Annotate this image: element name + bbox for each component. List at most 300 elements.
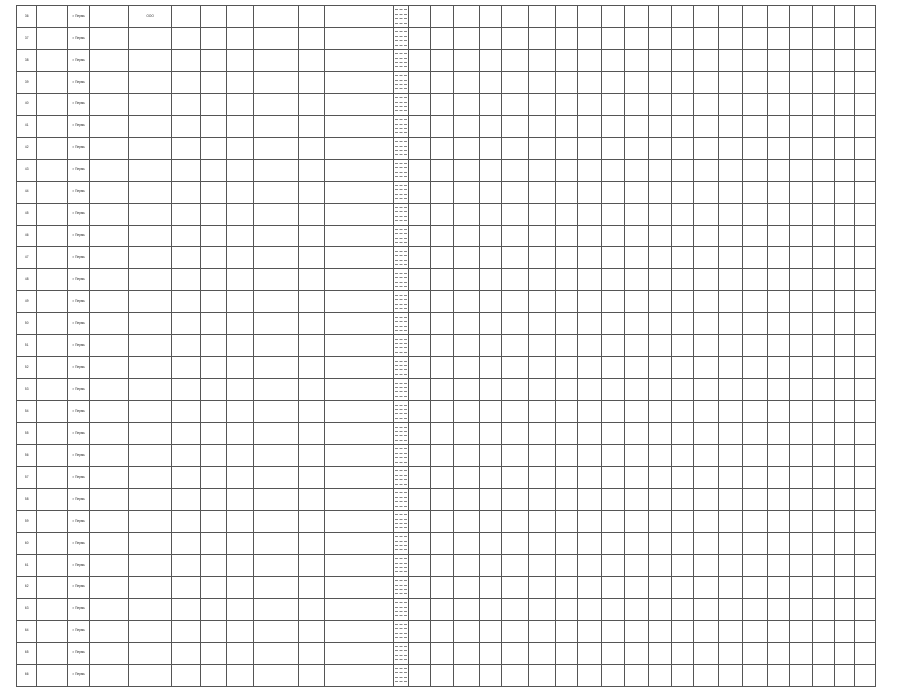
table-cell [227,488,254,510]
table-row [17,6,876,28]
table-cell [555,488,577,510]
table-cell [394,554,408,576]
table-cell [855,642,876,664]
table-cell [649,71,671,93]
table-cell [37,115,68,137]
table-cell [172,115,201,137]
table-cell [743,532,767,554]
table-cell [431,357,453,379]
row-number: 58 [17,488,37,510]
table-cell [408,620,430,642]
table-cell [394,291,408,313]
table-row [17,137,876,159]
table-cell [649,401,671,423]
table-cell [602,598,624,620]
table-cell [90,488,129,510]
table-cell [649,335,671,357]
table-cell [767,93,789,115]
table-cell [37,488,68,510]
table-cell: г. Пермь [67,423,89,445]
table-cell [855,181,876,203]
table-cell [480,510,502,532]
table-cell [694,203,718,225]
table-cell [812,379,834,401]
table-cell [577,445,601,467]
table-cell [835,510,855,532]
table-cell [480,6,502,28]
table-cell [812,27,834,49]
table-cell [855,269,876,291]
table-row [17,620,876,642]
table-cell [431,554,453,576]
table-cell [529,576,556,598]
table-cell [649,488,671,510]
table-cell [129,488,172,510]
table-cell [812,49,834,71]
table-cell [718,357,742,379]
table-row [17,27,876,49]
table-cell [90,203,129,225]
table-cell [577,510,601,532]
table-cell [90,93,129,115]
table-cell [253,664,298,686]
table-cell [555,532,577,554]
table-cell [855,115,876,137]
table-cell [453,467,480,489]
table-cell [718,510,742,532]
table-cell [200,313,227,335]
table-cell [743,642,767,664]
table-cell [129,291,172,313]
table-cell [200,159,227,181]
table-cell [431,488,453,510]
table-cell [718,6,742,28]
table-cell [227,49,254,71]
table-cell [37,159,68,181]
sub-cell [395,24,407,27]
table-cell [790,401,812,423]
table-cell [671,313,693,335]
table-cell [90,49,129,71]
table-cell [172,664,201,686]
table-cell [37,71,68,93]
table-cell [671,159,693,181]
table-cell [325,598,394,620]
table-cell [671,379,693,401]
table-cell [602,532,624,554]
table-cell [394,27,408,49]
table-cell: г. Пермь [67,137,89,159]
table-cell [480,554,502,576]
table-cell [325,313,394,335]
table-cell [172,598,201,620]
table-cell [253,554,298,576]
table-cell [835,269,855,291]
table-cell [743,335,767,357]
table-cell: г. Пермь [67,598,89,620]
table-row [17,181,876,203]
table-cell [200,6,227,28]
table-cell [453,291,480,313]
table-cell [502,554,529,576]
table-cell [718,576,742,598]
table-cell [812,576,834,598]
table-cell [298,115,325,137]
table-cell [431,335,453,357]
table-cell [624,269,648,291]
table-cell [555,137,577,159]
table-cell [624,225,648,247]
table-cell [855,532,876,554]
row-number: 66 [17,664,37,686]
table-cell [502,181,529,203]
table-cell [37,357,68,379]
sub-cell [395,507,407,510]
table-cell [90,598,129,620]
table-cell [602,203,624,225]
table-cell [502,247,529,269]
table-cell [502,335,529,357]
table-cell [431,291,453,313]
table-cell [767,71,789,93]
table-cell [671,181,693,203]
table-cell [649,93,671,115]
table-cell [394,71,408,93]
table-cell [790,181,812,203]
table-cell [394,642,408,664]
table-cell [671,137,693,159]
table-cell [253,576,298,598]
table-cell [718,115,742,137]
table-cell [694,401,718,423]
table-cell [325,269,394,291]
table-cell [394,203,408,225]
table-cell [325,445,394,467]
table-cell [253,598,298,620]
table-cell [408,159,430,181]
table-cell [671,445,693,467]
table-cell [431,510,453,532]
table-cell [431,401,453,423]
table-cell [577,49,601,71]
table-cell [298,137,325,159]
table-cell [325,27,394,49]
row-number: 61 [17,554,37,576]
table-cell [172,401,201,423]
table-cell [298,269,325,291]
table-cell [812,71,834,93]
table-cell [529,93,556,115]
table-cell [790,291,812,313]
table-cell [855,423,876,445]
table-cell [431,247,453,269]
table-cell [298,488,325,510]
table-cell [529,488,556,510]
table-cell [227,554,254,576]
table-cell: г. Пермь [67,49,89,71]
table-cell [694,664,718,686]
table-cell [602,49,624,71]
table-cell [37,247,68,269]
table-cell [298,445,325,467]
table-cell [325,379,394,401]
table-cell [502,510,529,532]
table-cell [577,225,601,247]
table-cell [835,642,855,664]
table-cell [394,313,408,335]
table-cell [649,554,671,576]
table-cell [298,181,325,203]
table-cell [649,576,671,598]
table-cell [718,642,742,664]
table-cell [577,576,601,598]
table-cell [200,71,227,93]
table-cell [453,49,480,71]
table-cell [555,71,577,93]
table-cell [502,225,529,247]
table-cell [649,664,671,686]
row-number: 55 [17,423,37,445]
table-cell [835,313,855,335]
table-cell [37,467,68,489]
row-number: 56 [17,445,37,467]
table-cell [129,576,172,598]
table-cell [37,181,68,203]
table-cell [480,225,502,247]
table-cell [529,269,556,291]
table-cell [431,313,453,335]
table-cell [431,203,453,225]
table-row [17,423,876,445]
table-cell [172,71,201,93]
table-cell [855,203,876,225]
table-cell: г. Пермь [67,247,89,269]
sub-cell [395,221,407,224]
table-cell [602,269,624,291]
table-cell [671,6,693,28]
table-cell [718,554,742,576]
table-cell [227,203,254,225]
table-cell [790,225,812,247]
table-cell [649,642,671,664]
table-cell [529,203,556,225]
table-cell [624,93,648,115]
table-cell [227,247,254,269]
table-cell [227,642,254,664]
row-number: 45 [17,203,37,225]
table-cell [408,642,430,664]
table-cell [172,313,201,335]
table-cell [790,357,812,379]
table-cell [227,313,254,335]
table-row [17,49,876,71]
row-number: 49 [17,291,37,313]
table-cell [253,620,298,642]
table-row [17,159,876,181]
sub-cell [395,353,407,356]
table-cell [129,225,172,247]
table-cell [431,576,453,598]
table-cell [855,159,876,181]
table-cell [253,488,298,510]
table-cell [529,247,556,269]
sub-cell [395,682,407,685]
table-cell [555,664,577,686]
table-cell [431,379,453,401]
table-cell [790,620,812,642]
table-cell [602,554,624,576]
table-cell [649,203,671,225]
table-cell [90,467,129,489]
table-cell [453,423,480,445]
table-cell [694,576,718,598]
table-cell [694,313,718,335]
table-cell [671,488,693,510]
table-cell [624,620,648,642]
table-cell [555,510,577,532]
table-cell: г. Пермь [67,93,89,115]
table-cell [200,335,227,357]
table-cell [408,598,430,620]
table-cell [790,6,812,28]
table-cell [480,664,502,686]
table-cell [453,357,480,379]
table-cell [227,6,254,28]
table-row [17,401,876,423]
table-cell [835,620,855,642]
table-cell: г. Пермь [67,291,89,313]
table-cell [602,664,624,686]
table-cell [298,313,325,335]
table-cell [602,6,624,28]
table-cell [835,488,855,510]
table-cell [767,423,789,445]
table-cell [129,467,172,489]
table-cell [790,313,812,335]
table-cell [129,445,172,467]
table-cell [649,225,671,247]
table-cell [298,335,325,357]
table-cell [480,291,502,313]
table-cell [855,27,876,49]
table-cell [408,291,430,313]
table-cell [200,137,227,159]
table-cell [855,357,876,379]
table-cell [431,532,453,554]
table-cell [200,510,227,532]
table-cell [502,93,529,115]
table-cell [577,642,601,664]
table-cell [529,379,556,401]
table-cell [602,488,624,510]
table-cell [453,115,480,137]
table-cell [129,620,172,642]
table-cell: г. Пермь [67,6,89,28]
table-cell [671,49,693,71]
sub-cell [395,463,407,466]
table-cell [718,532,742,554]
table-cell [624,664,648,686]
table-cell [325,642,394,664]
table-cell [767,27,789,49]
table-cell [529,181,556,203]
table-cell [718,225,742,247]
table-cell [743,467,767,489]
table-cell [835,137,855,159]
table-cell [394,510,408,532]
table-cell [624,467,648,489]
table-cell [718,423,742,445]
sub-cell [395,441,407,444]
table-cell [855,401,876,423]
table-cell [172,49,201,71]
table-cell: г. Пермь [67,467,89,489]
table-row [17,225,876,247]
table-cell [624,379,648,401]
table-cell [835,335,855,357]
table-cell [453,93,480,115]
table-cell [718,664,742,686]
table-cell [200,115,227,137]
table-cell [172,379,201,401]
table-cell [200,269,227,291]
table-cell [90,510,129,532]
row-number: 59 [17,510,37,532]
table-cell [172,510,201,532]
table-cell [172,554,201,576]
row-number: 60 [17,532,37,554]
table-cell [529,664,556,686]
table-cell [172,423,201,445]
table-cell [227,93,254,115]
table-cell [624,49,648,71]
table-cell [743,445,767,467]
table-cell [718,313,742,335]
table-cell [325,247,394,269]
table-cell [529,357,556,379]
table-cell [298,247,325,269]
table-cell [253,71,298,93]
table-cell [227,445,254,467]
table-cell [790,71,812,93]
table-cell [37,291,68,313]
table-cell [555,445,577,467]
table-cell [767,532,789,554]
table-cell [624,159,648,181]
table-cell [767,247,789,269]
table-cell [453,379,480,401]
table-cell [624,335,648,357]
table-cell [835,401,855,423]
table-cell [555,269,577,291]
table-cell [502,269,529,291]
table-cell [453,225,480,247]
table-cell [453,71,480,93]
table-cell [172,357,201,379]
table-cell [529,532,556,554]
table-cell [325,93,394,115]
table-cell [577,532,601,554]
table-cell [835,115,855,137]
table-row [17,313,876,335]
table-cell [37,423,68,445]
table-cell [480,93,502,115]
table-cell [743,664,767,686]
table-cell [602,445,624,467]
table-cell [555,379,577,401]
table-cell [835,532,855,554]
table-cell [602,313,624,335]
